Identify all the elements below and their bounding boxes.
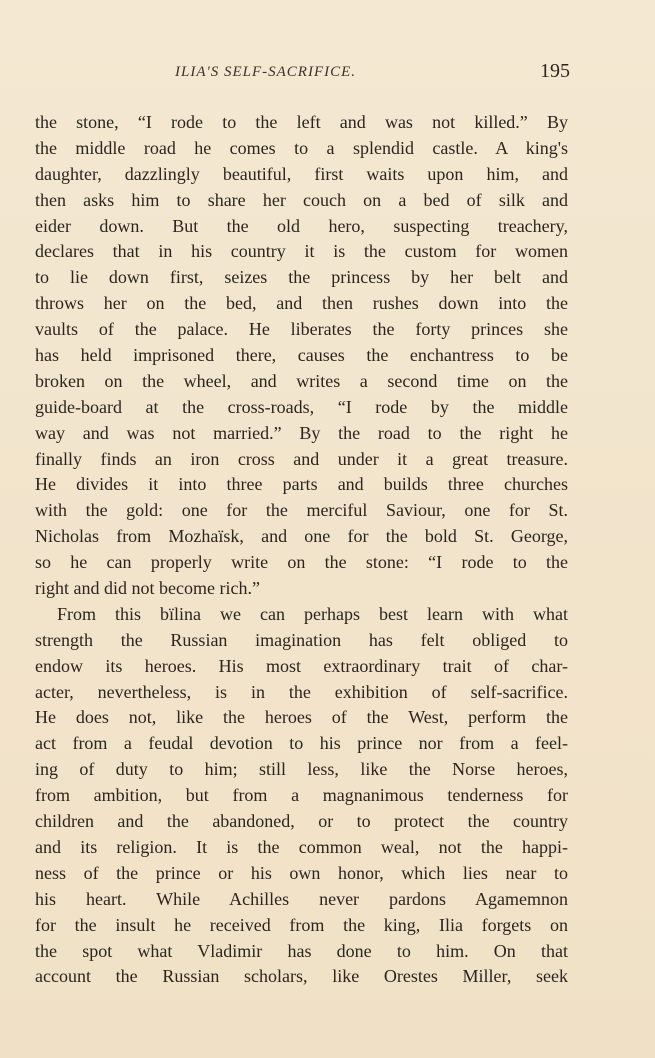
text-line: account the Russian scholars, like Orestes Miller, seek bbox=[35, 966, 568, 987]
text-line: the stone, “I rode to the left and was not killed.” By bbox=[35, 112, 568, 132]
text-line: He divides it into three parts and builds three churches bbox=[35, 474, 568, 495]
text-line: throws her on the bed, and then rushes down into the bbox=[35, 293, 568, 314]
text-line: ing of duty to him; still less, like the Norse heroes, bbox=[35, 759, 568, 780]
body-text bbox=[35, 110, 568, 990]
text-line: so he can properly write on the stone: “I rode to the bbox=[35, 552, 568, 573]
text-line: declares that in his country it is the custom for women bbox=[35, 241, 568, 262]
text-line: vaults of the palace. He liberates the forty princes she bbox=[35, 319, 568, 340]
text-line: the middle road he comes to a splendid castle. A king's bbox=[35, 137, 568, 158]
page-header bbox=[35, 60, 570, 88]
text-line: and its religion. It is the common weal, not the happi- bbox=[35, 836, 568, 857]
text-line: eider down. But the old hero, suspecting treachery, bbox=[35, 215, 568, 236]
text-line: strength the Russian imagination has felt obliged to bbox=[35, 629, 568, 650]
text-line: the spot what Vladimir has done to him. On that bbox=[35, 940, 568, 961]
text-line: right and did not become rich.” bbox=[35, 578, 260, 599]
text-line: finally finds an iron cross and under it a great treasure. bbox=[35, 448, 568, 469]
text-line: way and was not married.” By the road to the right he bbox=[35, 422, 568, 443]
page-number: 195 bbox=[540, 60, 570, 82]
text-line: endow its heroes. His most extraordinary trait of char- bbox=[35, 655, 568, 676]
text-line: children and the abandoned, or to protect the country bbox=[35, 811, 568, 832]
running-title: ILIA'S SELF-SACRIFICE. bbox=[175, 64, 357, 80]
text-line: has held imprisoned there, causes the enchantress to be bbox=[35, 345, 568, 366]
text-line: Nicholas from Mozhaïsk, and one for the bold St. George, bbox=[35, 526, 568, 547]
text-line: acter, nevertheless, is in the exhibition of self-sacrifice. bbox=[35, 681, 568, 702]
text-line: to lie down first, seizes the princess by her belt and bbox=[35, 267, 568, 288]
text-line: broken on the wheel, and writes a second time on the bbox=[35, 370, 568, 391]
text-line: then asks him to share her couch on a bed of silk and bbox=[35, 189, 568, 210]
text-line: daughter, dazzlingly beautiful, first waits upon him, and bbox=[35, 163, 568, 184]
text-line: guide-board at the cross-roads, “I rode by the middle bbox=[35, 396, 568, 417]
text-line: with the gold: one for the merciful Saviour, one for St. bbox=[35, 500, 568, 521]
text-line: act from a feudal devotion to his prince nor from a feel- bbox=[35, 733, 568, 754]
text-line: He does not, like the heroes of the West, perform the bbox=[35, 707, 568, 728]
text-line: his heart. While Achilles never pardons Agamemnon bbox=[35, 888, 568, 909]
text-line: ness of the prince or his own honor, which lies near to bbox=[35, 862, 568, 883]
text-line: from ambition, but from a magnanimous tenderness for bbox=[35, 785, 568, 806]
text-line: for the insult he received from the king, Ilia forgets on bbox=[35, 914, 568, 935]
paragraph-start-line: From this bïlina we can perhaps best learn with what bbox=[57, 603, 568, 624]
